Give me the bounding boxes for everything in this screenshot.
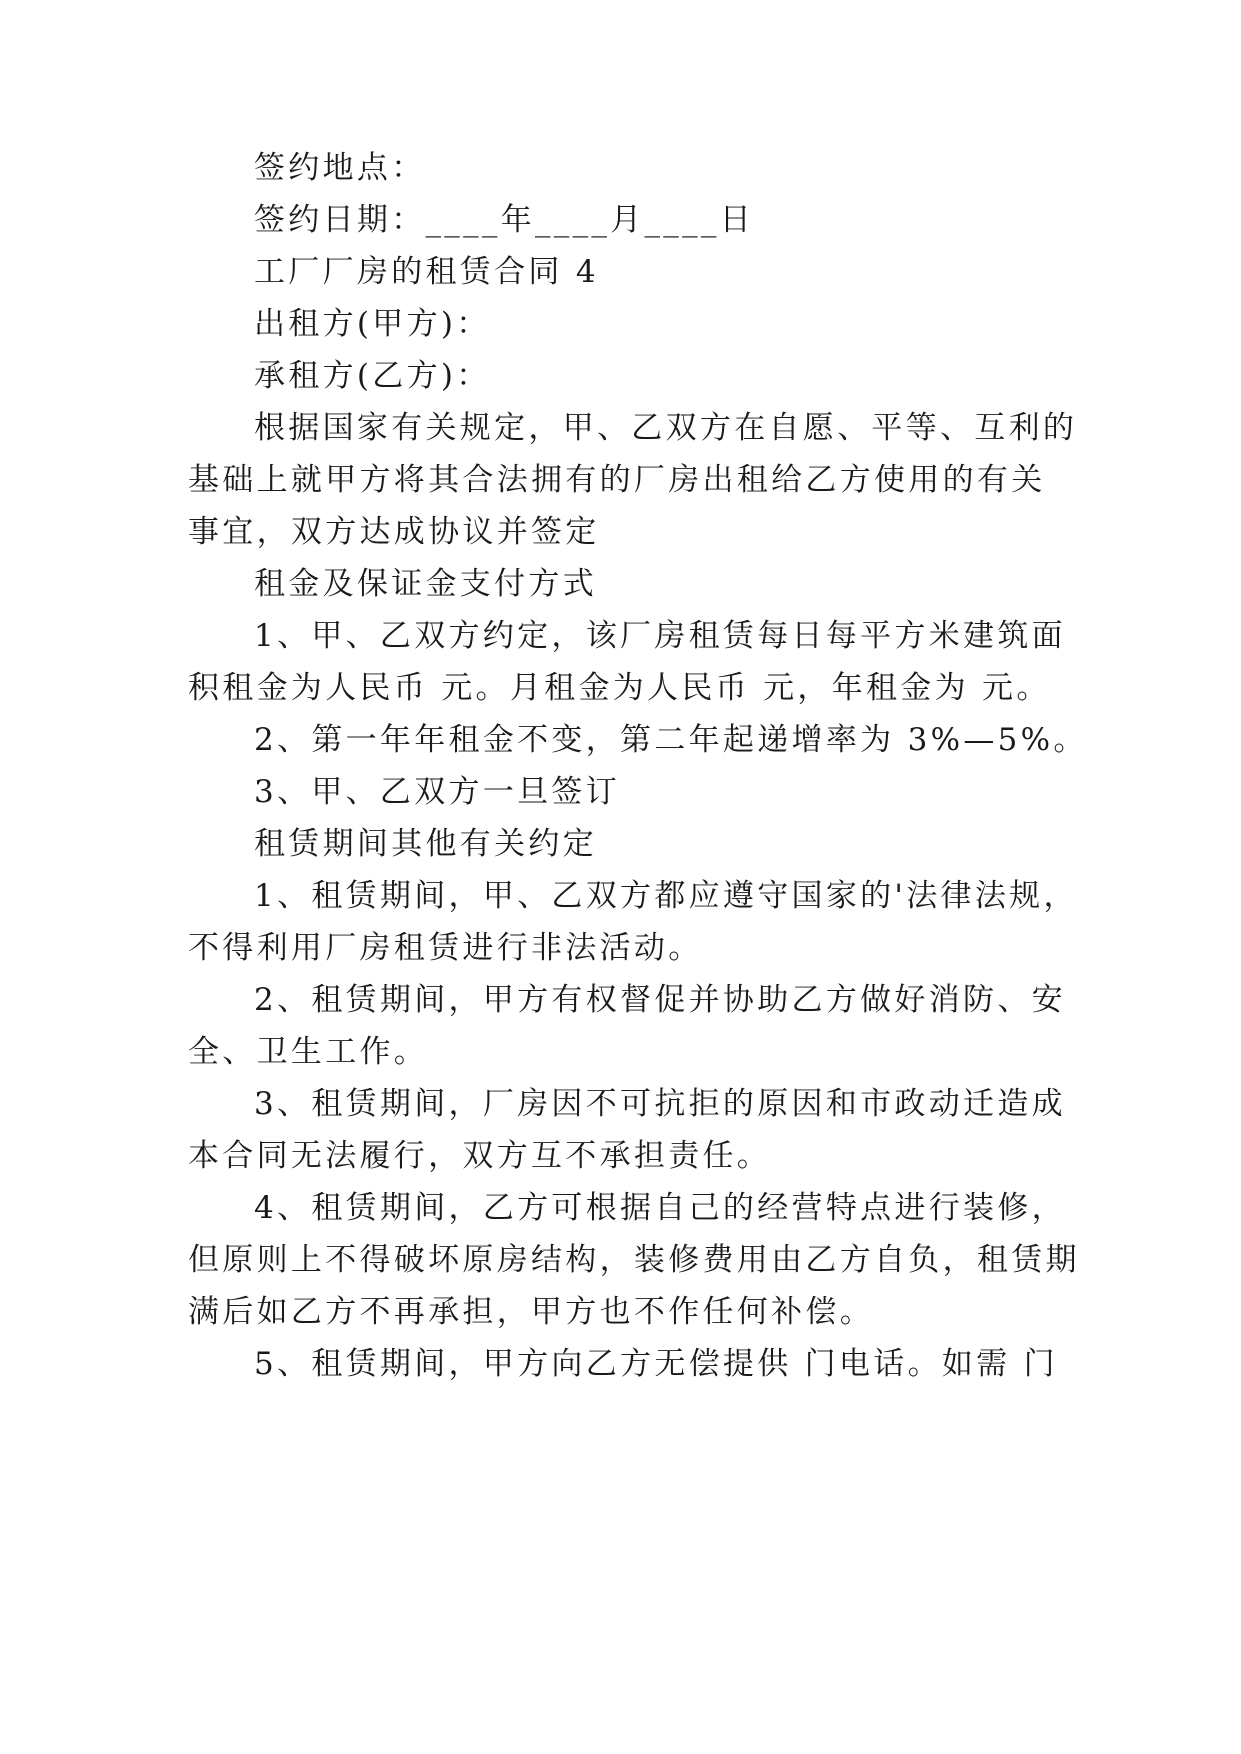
other-clause-4-line-1: 4、租赁期间，乙方可根据自己的经营特点进行装修，: [254, 1190, 1066, 1226]
preamble-line-3: 事宜，双方达成协议并签定: [188, 514, 600, 550]
rent-clause-1-line-2: 积租金为人民币 元。月租金为人民币 元，年租金为 元。: [188, 670, 1051, 706]
other-clause-4-line-3: 满后如乙方不再承担，甲方也不作任何补偿。: [188, 1294, 874, 1330]
other-clause-3-line-2: 本合同无法履行，双方互不承担责任。: [188, 1138, 772, 1174]
lessee-line: 承租方(乙方)：: [254, 358, 491, 394]
other-clause-1-line-1: 1、租赁期间，甲、乙双方都应遵守国家的'法律法规，: [254, 878, 1078, 914]
rent-clause-2: 2、第一年年租金不变，第二年起递增率为 3%—5%。: [254, 722, 1088, 758]
rent-clause-3: 3、甲、乙双方一旦签订: [254, 774, 621, 810]
other-clause-2-line-2: 全、卫生工作。: [188, 1034, 429, 1070]
lessor-line: 出租方(甲方)：: [254, 306, 491, 342]
other-clause-5-line-1: 5、租赁期间，甲方向乙方无偿提供 门电话。如需 门: [254, 1346, 1058, 1382]
section-heading-rent: 租金及保证金支付方式: [254, 566, 597, 602]
signing-date-line: 签约日期：____年____月____日: [254, 202, 754, 238]
signing-place-line: 签约地点：: [254, 150, 426, 186]
other-clause-4-line-2: 但原则上不得破坏原房结构，装修费用由乙方自负，租赁期: [188, 1242, 1080, 1278]
other-clause-3-line-1: 3、租赁期间，厂房因不可抗拒的原因和市政动迁造成: [254, 1086, 1066, 1122]
other-clause-2-line-1: 2、租赁期间，甲方有权督促并协助乙方做好消防、安: [254, 982, 1066, 1018]
preamble-line-2: 基础上就甲方将其合法拥有的厂房出租给乙方使用的有关: [188, 462, 1046, 498]
rent-clause-1-line-1: 1、甲、乙双方约定，该厂房租赁每日每平方米建筑面: [254, 618, 1066, 654]
preamble-line-1: 根据国家有关规定，甲、乙双方在自愿、平等、互利的: [254, 410, 1078, 446]
other-clause-1-line-2: 不得利用厂房租赁进行非法活动。: [188, 930, 703, 966]
contract-title: 工厂厂房的租赁合同 4: [254, 254, 599, 290]
section-heading-other: 租赁期间其他有关约定: [254, 826, 597, 862]
